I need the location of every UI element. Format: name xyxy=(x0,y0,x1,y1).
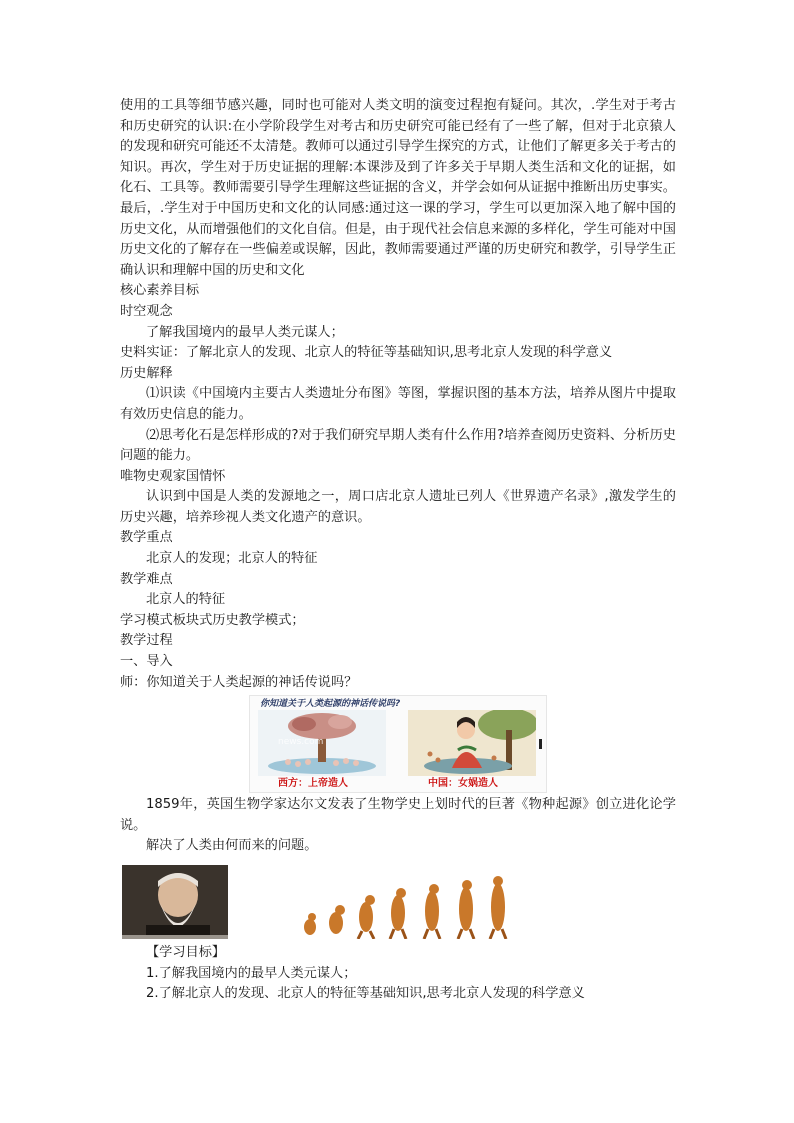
nuwa-creates-man-image xyxy=(408,710,536,776)
west-label: 西方：上帝造人 xyxy=(278,778,348,790)
human-evolution-image xyxy=(298,869,520,939)
mode-text: 学习模式板块式历史教学模式； xyxy=(120,612,305,628)
source-text: 史料实证：了解北京人的发现、北京人的特征等基础知识,思考北京人发现的科学意义 xyxy=(120,345,613,361)
god-creates-man-image xyxy=(258,710,386,776)
document-page xyxy=(120,96,676,1005)
time-heading: 时空观念 xyxy=(120,303,173,319)
evolution-figure xyxy=(120,863,676,939)
goal-item-2: 2.了解北京人的发现、北京人的特征等基础知识,思考北京人发现的科学意义 xyxy=(146,986,585,1002)
figure-caption-top: 你知道关于人类起源的神话传说吗? xyxy=(260,699,401,710)
china-label: 中国：女娲造人 xyxy=(428,778,498,790)
home-text: 认识到中国是人类的发源地之一，周口店北京人遗址已列人《世界遗产名录》,激发学生的历史兴趣，培养珍视人类文化遗产的意识。 xyxy=(120,489,676,525)
interp-item-2: ⑵思考化石是怎样形成的?对于我们研究早期人类有什么作用?培养查阅历史资料、分析历史问题的能力。 xyxy=(120,427,676,464)
intro-heading: 一、导入 xyxy=(120,654,173,670)
interp-heading: 历史解释 xyxy=(120,365,173,381)
darwin-paragraph: 1859年，英国生物学家达尔文发表了生物学史上划时代的巨著《物种起源》创立进化论学说。 xyxy=(120,797,676,833)
teacher-question: 师：你知道关于人类起源的神话传说吗？ xyxy=(120,674,358,690)
solved-paragraph: 解决了人类由何而来的问题。 xyxy=(146,838,318,854)
figure-edge-mark xyxy=(539,739,542,749)
key-heading: 教学重点 xyxy=(120,530,173,546)
goals-heading: 【学习目标】 xyxy=(146,945,226,960)
creation-myths-figure xyxy=(249,695,547,793)
key-text: 北京人的发现；北京人的特征 xyxy=(146,551,318,567)
diff-text: 北京人的特征 xyxy=(146,592,226,608)
home-heading: 唯物史观家国情怀 xyxy=(120,468,226,484)
time-text: 了解我国境内的最早人类元谋人； xyxy=(146,324,344,340)
diff-heading: 教学难点 xyxy=(120,571,173,587)
core-heading: 核心素养目标 xyxy=(120,283,200,299)
process-heading: 教学过程 xyxy=(120,633,173,649)
interp-item-1: ⑴识读《中国境内主要古人类遗址分布图》等图，掌握识图的基本方法，培养从图片中提取有效历史信息的能力。 xyxy=(120,386,676,422)
goal-item-1: 1.了解我国境内的最早人类元谋人； xyxy=(146,965,357,981)
intro-paragraph: 使用的工具等细节感兴趣，同时也可能对人类文明的演变过程抱有疑问。其次，.学生对于考古和历史研究的认识:在小学阶段学生对考古和历史研究可能已经有了一些了解，但对于北京猿人的发现和研究可能还不太清楚。教师可以通过引导学生探究的方式，让他们了解更多关于考古的知识。再次，学生对于历史证据的理解:本课涉及到了许多关于早期人类生活和文化的证据，如化石、工具等。教师需要引导学生理解这些证据的含义，并学会如何从证据中推断出历史事实。最后，.学生对于中国历史和文化的认同感:通过这一课的学习，学生可以更加深入地了解中国的历史文化，从而增强他们的文化自信。但是，由于现代社会信息来源的多样化，学生可能对中国历史文化的了解存在一些偏差或误解，因此，教师需要通过严谨的历史研究和教学，引导学生正确认识和理解中国的历史和文化 xyxy=(120,98,676,278)
svg-text:news.com: news.com xyxy=(278,737,324,748)
darwin-portrait-image xyxy=(122,865,228,939)
